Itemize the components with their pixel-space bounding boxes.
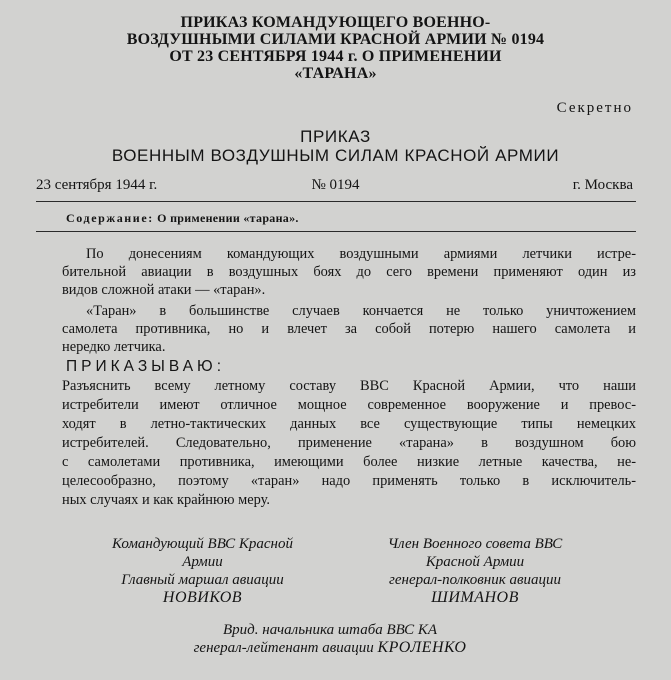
body-line: По донесениям командующих воздушными армиями летчики истре- (86, 246, 636, 262)
secret-label: Секретно (556, 100, 633, 116)
divider-top (36, 201, 636, 202)
signature-line: Врид. начальника штаба ВВС КА (223, 622, 437, 638)
signature-line (120, 639, 540, 657)
signature-line: Главный маршал авиации (121, 572, 284, 588)
body-line: с самолетами противника, имеющими более низкие летные качества, не- (62, 454, 636, 470)
signature-line: Командующий ВВС Красной (112, 536, 293, 552)
body-line: Разъяснить всему летному составу ВВС Красной Армии, что наши (62, 378, 636, 394)
body-line: ходят в летно-тактических данных все существующие типы немецких (62, 416, 636, 432)
header-line-2: ВОЗДУШНЫМИ СИЛАМИ КРАСНОЙ АРМИИ № 0194 (126, 31, 545, 48)
body-line: видов сложной атаки — «таран». (62, 282, 266, 298)
signature-block-left (75, 535, 330, 607)
signature-name: НОВИКОВ (162, 589, 243, 606)
signature-block-bottom (120, 621, 540, 657)
signature-line: Член Военного совета ВВС (387, 536, 563, 552)
body-line: самолета противника, но и влечет за собой потерю нашего самолета и (62, 321, 636, 337)
signature-rank: генерал-лейтенант авиации (193, 640, 374, 656)
header-line-3: ОТ 23 СЕНТЯБРЯ 1944 г. О ПРИМЕНЕНИИ (169, 48, 502, 65)
divider-bottom (36, 231, 636, 232)
order-date: 23 сентября 1944 г. (36, 177, 158, 193)
body-line: бительной авиации в воздушных боях до сего времени применяют один из (62, 264, 636, 280)
header-line-1: ПРИКАЗ КОМАНДУЮЩЕГО ВОЕННО- (180, 14, 491, 31)
signature-name: ШИМАНОВ (431, 589, 519, 606)
signature-line: Красной Армии (425, 554, 525, 570)
body-line: нередко летчика. (62, 339, 166, 355)
header-line-4: «ТАРАНА» (294, 65, 377, 82)
body-line: «Таран» в большинстве случаев кончается не только уничтожением (86, 303, 636, 319)
signature-line: генерал-полковник авиации (389, 572, 561, 588)
signature-name: КРОЛЕНКО (377, 639, 467, 656)
order-number: № 0194 (311, 177, 360, 193)
body-line: истребителей. Следовательно, применение «тарана» в воздушном бою (62, 435, 636, 451)
order-directive-word: ПРИКАЗЫВАЮ: (66, 358, 226, 375)
body-line: целесообразно, поэтому «таран» надо применять только в исключитель- (62, 473, 636, 489)
order-title: ПРИКАЗ (300, 127, 371, 146)
body-line: ных случаях и как крайнюю меру. (62, 492, 270, 508)
body-line: истребители имеют отличное мощное современное вооружение и превос- (62, 397, 636, 413)
signature-block-right (340, 535, 610, 607)
contents-text: О применении «тарана». (157, 211, 299, 225)
contents-label: Содержание: (66, 211, 154, 225)
order-subtitle: ВОЕННЫМ ВОЗДУШНЫМ СИЛАМ КРАСНОЙ АРМИИ (111, 146, 560, 165)
contents-line (66, 211, 299, 226)
signature-line: Армии (182, 554, 223, 570)
order-city: г. Москва (572, 177, 633, 193)
